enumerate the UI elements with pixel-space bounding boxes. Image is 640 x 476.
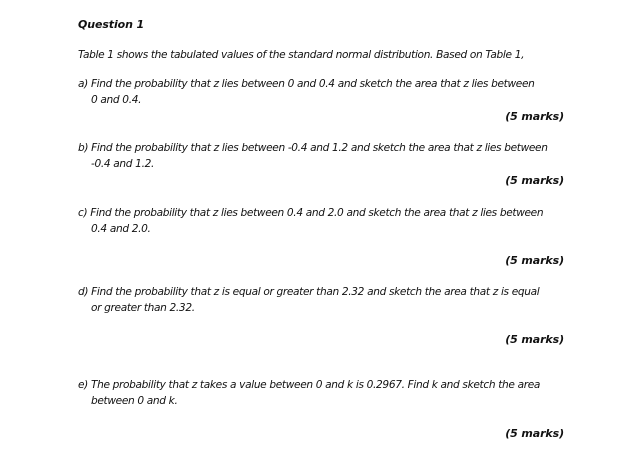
question-c-line2: 0.4 and 2.0.: [91, 223, 151, 235]
question-a-line1: a) Find the probability that z lies between 0 and 0.4 and sketch the area that z lies between: [78, 78, 535, 90]
question-d-line2: or greater than 2.32.: [91, 302, 195, 314]
question-e: [78, 377, 568, 409]
question-title: Question 1: [78, 18, 145, 31]
question-d-marks: (5 marks): [505, 333, 564, 346]
question-a: [78, 76, 568, 108]
question-c-line1: c) Find the probability that z lies between 0.4 and 2.0 and sketch the area that z lies between: [78, 207, 544, 219]
question-a-line2: 0 and 0.4.: [91, 94, 142, 106]
question-b: [78, 140, 568, 172]
intro-text: Table 1 shows the tabulated values of the standard normal distribution. Based on Table 1,: [78, 49, 525, 61]
question-e-marks: (5 marks): [505, 427, 564, 440]
question-a-marks: (5 marks): [505, 110, 564, 123]
question-b-line1: b) Find the probability that z lies between -0.4 and 1.2 and sketch the area that z lies between: [78, 142, 548, 154]
question-b-line2: -0.4 and 1.2.: [91, 158, 155, 170]
question-b-marks: (5 marks): [505, 174, 564, 187]
question-c: [78, 205, 568, 237]
question-e-line2: between 0 and k.: [91, 395, 178, 407]
question-c-marks: (5 marks): [505, 254, 564, 267]
question-d-line1: d) Find the probability that z is equal or greater than 2.32 and sketch the area that z is equal: [78, 286, 540, 298]
question-e-line1: e) The probability that z takes a value between 0 and k is 0.2967. Find k and sketch the area: [78, 379, 541, 391]
question-d: [78, 284, 568, 316]
